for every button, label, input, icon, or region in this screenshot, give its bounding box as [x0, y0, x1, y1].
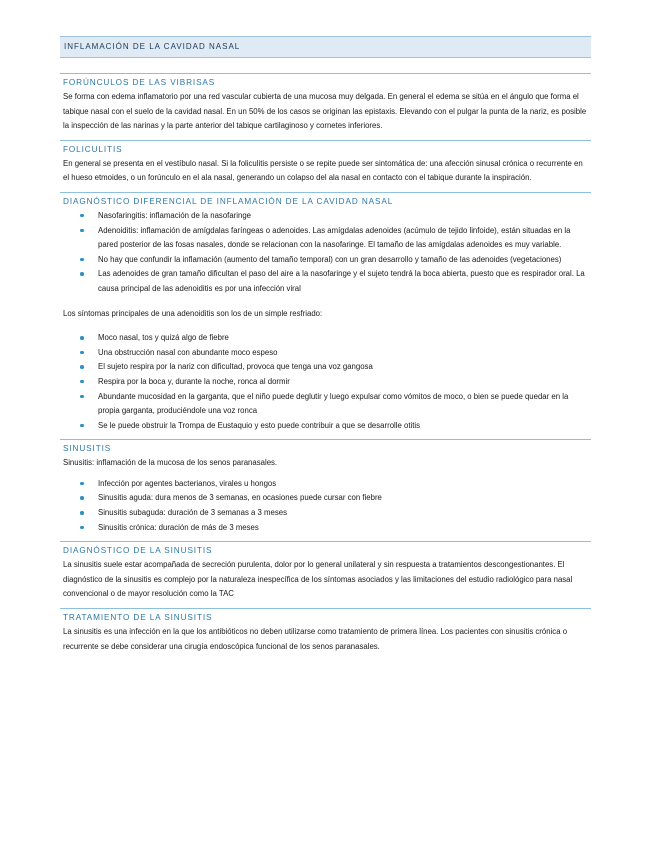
- list-item: Infección por agentes bacterianos, virales u hongos: [98, 477, 591, 492]
- list-item: Se le puede obstruir la Trompa de Eustaquio y esto puede contribuir a que se desarrolle otitis: [98, 419, 591, 434]
- section-heading: FORÚNCULOS DE LAS VIBRISAS: [60, 73, 591, 90]
- list-item: No hay que confundir la inflamación (aumento del tamaño temporal) con un gran desarrollo y tamaño de las adenoides (vegetaciones): [98, 253, 591, 268]
- list-item: Sinusitis subaguda: duración de 3 semanas a 3 meses: [98, 506, 591, 521]
- section-body: En general se presenta en el vestíbulo nasal. Si la foliculitis persiste o se repite puede ser sintomática de: una afección sinusal crónica o recurrente en el hueso etmoides, o un forúnculo en el ala nasal, generando un colapso del ala nasal en contacto con el tabique durante la inspiración.: [63, 158, 583, 183]
- section-body: La sinusitis suele estar acompañada de secreción purulenta, dolor por lo general unilateral y sin respuesta a tratamientos descongestionantes. El diagnóstico de la sinusitis es complejo por la naturaleza inespecífica de los síntomas asociados y las limitaciones del estudio radiológico para nasal convencional o de mayor resolución como la TAC: [63, 560, 573, 599]
- section-body: Sinusitis: inflamación de la mucosa de los senos paranasales.: [63, 458, 278, 468]
- list-item: Respira por la boca y, durante la noche, ronca al dormir: [98, 375, 591, 390]
- symptoms-list: [60, 331, 591, 433]
- section-heading: DIAGNÓSTICO DIFERENCIAL DE INFLAMACIÓN DE LA CAVIDAD NASAL: [60, 192, 591, 209]
- section-diagnostico-sinusitis: [60, 541, 591, 602]
- section-forunculos: [60, 73, 591, 134]
- bullet-list: [60, 477, 591, 535]
- list-item: Sinusitis aguda: dura menos de 3 semanas, en ocasiones puede cursar con fiebre: [98, 491, 591, 506]
- page-title: INFLAMACIÓN DE LA CAVIDAD NASAL: [60, 36, 591, 58]
- list-item: Una obstrucción nasal con abundante moco espeso: [98, 346, 591, 361]
- bullet-list: [60, 209, 591, 297]
- list-item: Las adenoides de gran tamaño dificultan el paso del aire a la nasofaringe y el sujeto tendrá la boca abierta, puesto que es respirador oral. La causa principal de las adenoiditis es por una infección viral: [98, 267, 591, 296]
- list-item: El sujeto respira por la nariz con dificultad, provoca que tenga una voz gangosa: [98, 360, 591, 375]
- section-body: La sinusitis es una infección en la que los antibióticos no deben utilizarse como tratamiento de primera línea. Los pacientes con sinusitis crónica o recurrente se debe considerar una cirugía endoscópica funcional de los senos paranasales.: [63, 627, 568, 651]
- section-heading: FOLICULITIS: [60, 140, 591, 157]
- section-body: Se forma con edema inflamatorio por una red vascular cubierta de una mucosa muy delgada. En general el edema se sitúa en el ángulo que forma el tabique nasal con el suelo de la cavidad nasal. En un 50% de los casos se originan las epistaxis. Elevando con el pulgar la punta de la nariz, es posible la inspección de las narinas y la parte anterior del tabique cartilaginoso y cornetes inferiores.: [63, 92, 587, 131]
- list-item: Nasofaringitis: inflamación de la nasofaringe: [98, 209, 591, 224]
- section-heading: DIAGNÓSTICO DE LA SINUSITIS: [60, 541, 591, 558]
- list-item: Abundante mucosidad en la garganta, que el niño puede deglutir y luego expulsar como vómitos de moco, o bien se puede quedar en la propia garganta, produciéndole una voz ronca: [98, 390, 591, 419]
- list-item: Adenoiditis: inflamación de amígdalas faríngeas o adenoides. Las amígdalas adenoides (acúmulo de tejido linfoide), están situadas en la pared posterior de las fosas nasales, donde se relacionan con la nasofaringe. El tamaño de las amígdalas adenoides es muy variable.: [98, 224, 591, 253]
- section-tratamiento: [60, 608, 591, 654]
- list-item: Sinusitis crónica: duración de más de 3 meses: [98, 521, 591, 536]
- section-heading: TRATAMIENTO DE LA SINUSITIS: [60, 608, 591, 625]
- list-item: Moco nasal, tos y quizá algo de fiebre: [98, 331, 591, 346]
- section-heading: SINUSITIS: [60, 439, 591, 456]
- document-page: [60, 36, 591, 654]
- section-diagnostico-diferencial: [60, 192, 591, 433]
- section-sinusitis: [60, 439, 591, 535]
- symptoms-intro: Los síntomas principales de una adenoiditis son los de un simple resfriado:: [63, 308, 323, 318]
- section-foliculitis: [60, 140, 591, 186]
